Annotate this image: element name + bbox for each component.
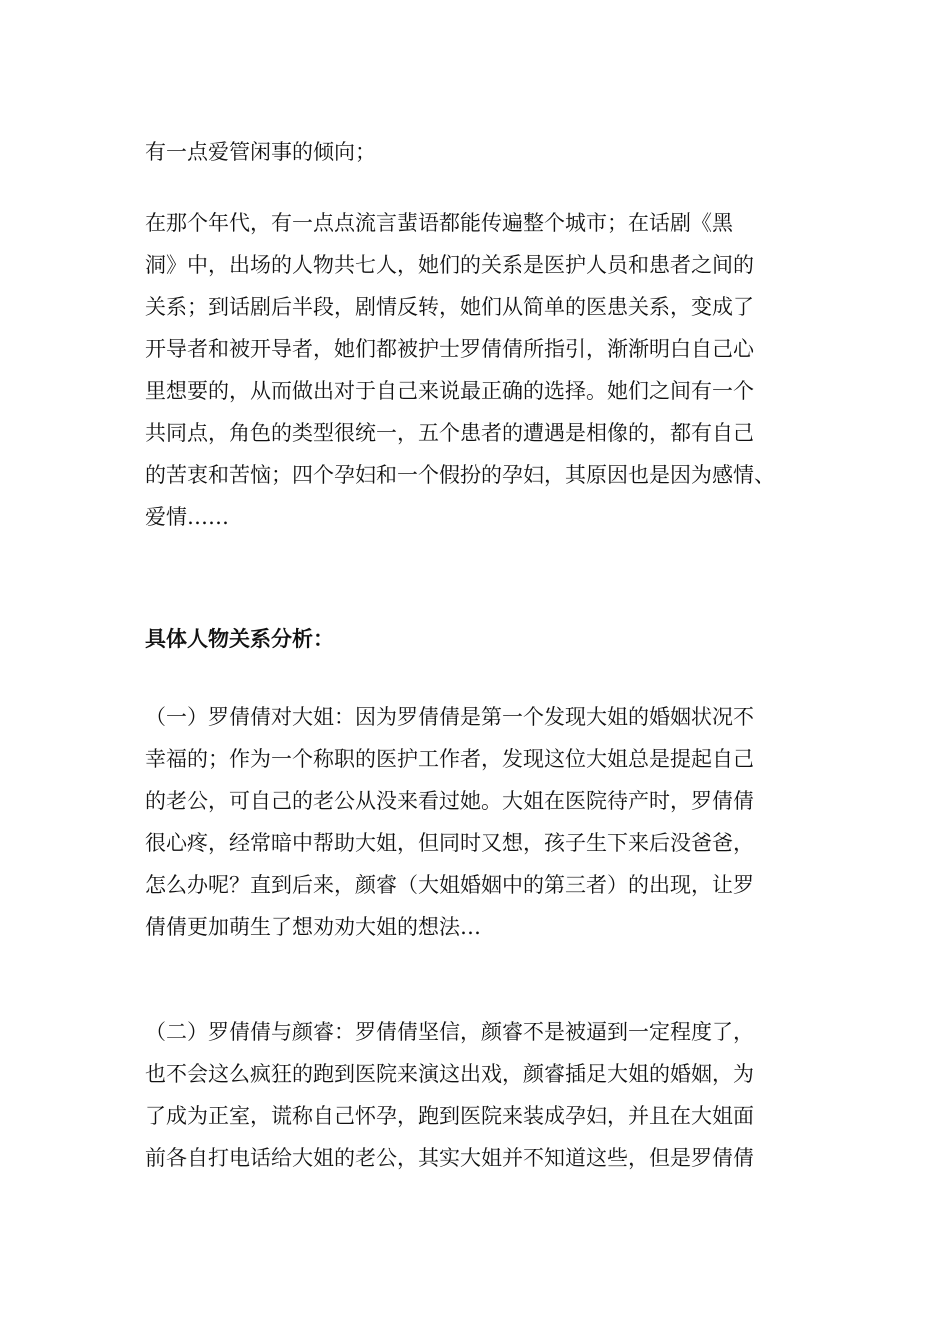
paragraph-4 — [145, 1011, 825, 1179]
section-heading: 具体人物关系分析： — [145, 626, 334, 651]
text-line: （二）罗倩倩与颜睿：罗倩倩坚信，颜睿不是被逼到一定程度了， — [145, 1020, 754, 1044]
section-heading-block — [145, 618, 825, 660]
paragraph-3 — [145, 696, 825, 948]
text-line: （一）罗倩倩对大姐：因为罗倩倩是第一个发现大姐的婚姻状况不 — [145, 705, 754, 729]
text-line: 爱情…… — [145, 505, 229, 529]
text-line: 洞》中，出场的人物共七人，她们的关系是医护人员和患者之间的 — [145, 253, 754, 277]
text-line: 也不会这么疯狂的跑到医院来演这出戏，颜睿插足大姐的婚姻，为 — [145, 1062, 754, 1086]
text-line: 开导者和被开导者，她们都被护士罗倩倩所指引，渐渐明白自己心 — [145, 337, 754, 361]
text-line: 怎么办呢？直到后来，颜睿（大姐婚姻中的第三者）的出现，让罗 — [145, 873, 754, 897]
text-line: 倩倩更加萌生了想劝劝大姐的想法… — [145, 915, 481, 939]
text-line: 在那个年代，有一点点流言蜚语都能传遍整个城市；在话剧《黑 — [145, 211, 733, 235]
text-line: 很心疼，经常暗中帮助大姐，但同时又想，孩子生下来后没爸爸， — [145, 831, 754, 855]
paragraph-2 — [145, 202, 825, 538]
text-line: 的苦衷和苦恼；四个孕妇和一个假扮的孕妇，其原因也是因为感情、 — [145, 463, 775, 487]
text-line: 有一点爱管闲事的倾向； — [145, 140, 376, 164]
text-line: 前各自打电话给大姐的老公，其实大姐并不知道这些，但是罗倩倩 — [145, 1146, 754, 1170]
text-line: 里想要的，从而做出对于自己来说最正确的选择。她们之间有一个 — [145, 379, 754, 403]
text-line: 的老公，可自己的老公从没来看过她。大姐在医院待产时，罗倩倩 — [145, 789, 754, 813]
text-line: 共同点，角色的类型很统一，五个患者的遭遇是相像的，都有自己 — [145, 421, 754, 445]
text-line: 了成为正室，谎称自己怀孕，跑到医院来装成孕妇，并且在大姐面 — [145, 1104, 754, 1128]
paragraph-1 — [145, 131, 825, 173]
text-line: 关系；到话剧后半段，剧情反转，她们从简单的医患关系，变成了 — [145, 295, 754, 319]
text-line: 幸福的；作为一个称职的医护工作者，发现这位大姐总是提起自己 — [145, 747, 754, 771]
